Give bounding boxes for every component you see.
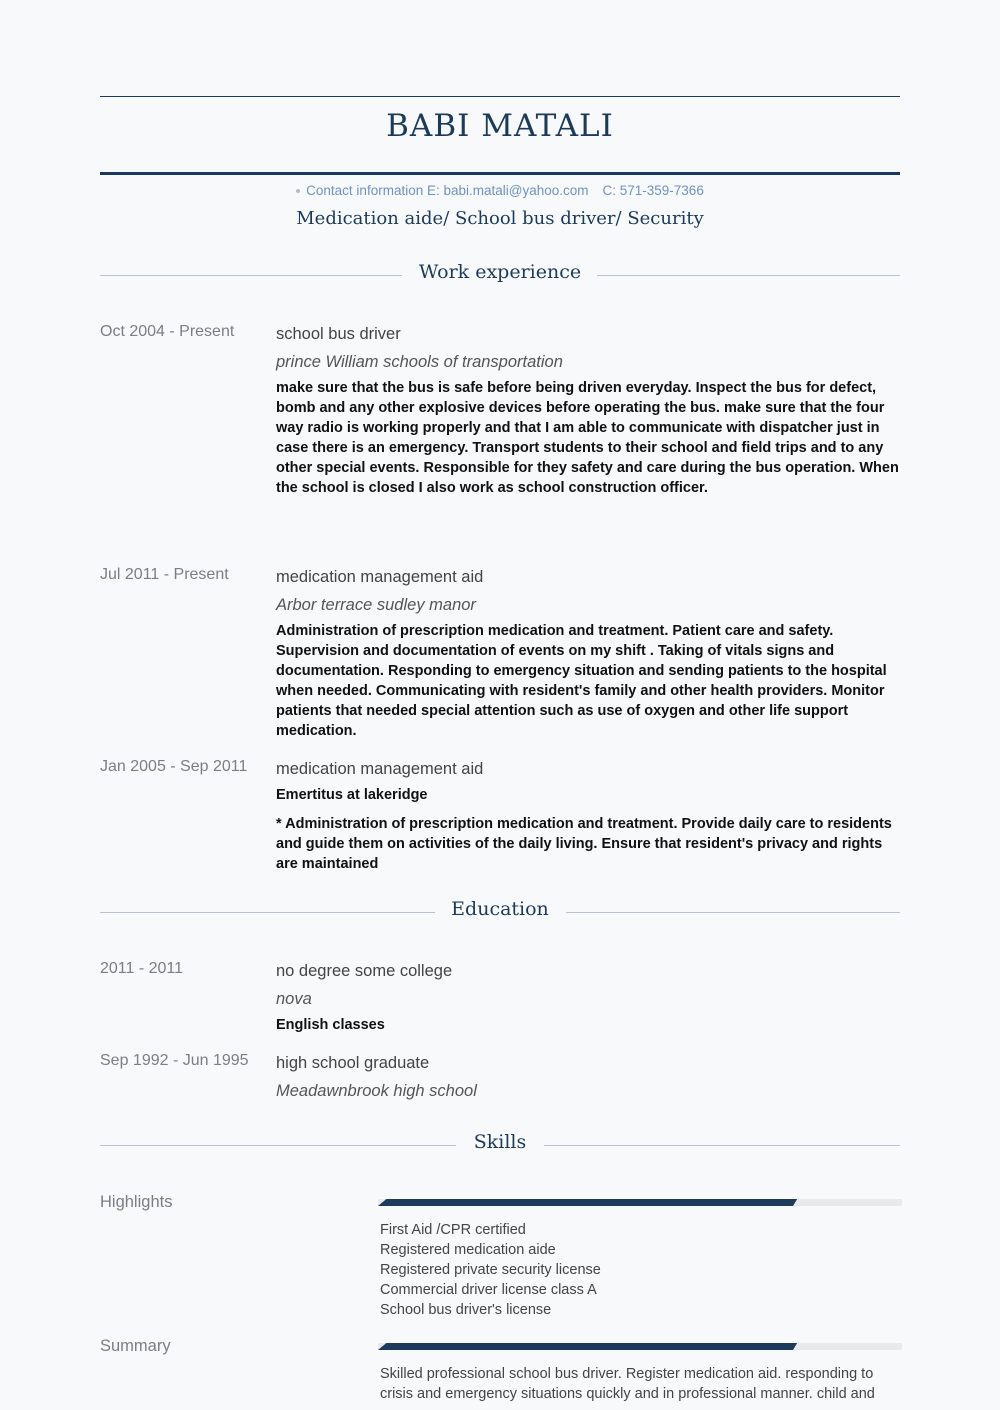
skill-label-highlights: Highlights [100, 1193, 173, 1211]
section-rule-right [597, 275, 900, 276]
section-work-experience [100, 261, 900, 291]
skill-summary-text: Skilled professional school bus driver. Register medication aid. responding to crisis and emergency situations quickly and in professional manner. child and [380, 1366, 875, 1402]
resume-page [100, 0, 900, 1410]
skill-label-summary: Summary [100, 1337, 171, 1355]
top-divider [100, 96, 900, 97]
list-item: Registered private security license [380, 1262, 601, 1278]
section-title: Skills [473, 1131, 527, 1153]
entry-school: nova [276, 990, 312, 1008]
entry-date: Oct 2004 - Present [100, 323, 235, 340]
entry-organization: Emertitus at lakeridge [276, 787, 428, 803]
contact-phone[interactable]: C: 571-359-7366 [602, 183, 704, 198]
headline: Medication aide/ School bus driver/ Security [296, 208, 704, 229]
contact-email[interactable]: Contact information E: babi.matali@yahoo.com [306, 183, 589, 198]
name-divider [100, 172, 900, 175]
list-item: Commercial driver license class A [380, 1282, 597, 1298]
entry-description: Administration of prescription medication and treatment. Patient care and safety. Supervision and documentation of events on my shift . Taking of vitals signs and documentation. Responding to emergency situation and sending patients to the hospital when needed. Communicating with resident's family and other health providers. Monitor patients that needed special attention such as use of oxygen and other life support medication. [276, 623, 887, 739]
entry-date: Jan 2005 - Sep 2011 [100, 758, 248, 775]
entry-description: make sure that the bus is safe before being driven everyday. Inspect the bus for defect, bomb and any other explosive devices before operating the bus. make sure that the four way radio is working properly and that I am able to communicate with dispatcher just in case there is an emergency. Transport students to their school and field trips and to any other special events. Responsible for they safety and care during the bus operation. When the school is closed I also work as school construction officer. [276, 380, 899, 496]
section-rule-right [566, 912, 900, 913]
skill-level-bar [378, 1343, 902, 1350]
section-title: Education [451, 898, 549, 920]
skill-level-bar [378, 1199, 902, 1206]
section-rule-right [544, 1145, 900, 1146]
skill-level-fill [378, 1343, 797, 1350]
entry-date: Sep 1992 - Jun 1995 [100, 1052, 249, 1069]
bullet-icon [296, 189, 300, 193]
entry-school: Meadawnbrook high school [276, 1082, 477, 1100]
section-education [100, 898, 900, 928]
list-item: School bus driver's license [380, 1302, 552, 1318]
skill-highlights-list [380, 1220, 900, 1320]
section-title: Work experience [418, 261, 582, 283]
entry-note: English classes [276, 1017, 385, 1033]
entry-date: 2011 - 2011 [100, 960, 184, 977]
section-skills [100, 1131, 900, 1161]
entry-degree: high school graduate [276, 1054, 430, 1072]
entry-organization: prince William schools of transportation [276, 353, 563, 371]
list-item: Registered medication aide [380, 1242, 556, 1258]
contact-line [100, 183, 900, 198]
entry-role: medication management aid [276, 760, 484, 778]
skill-level-fill [378, 1199, 797, 1206]
entry-description: * Administration of prescription medication and treatment. Provide daily care to residents and guide them on activities of the daily living. Ensure that resident's privacy and rights are maintained [276, 816, 892, 872]
entry-organization: Arbor terrace sudley manor [276, 596, 476, 614]
entry-role: school bus driver [276, 325, 401, 343]
candidate-name: BABI MATALI [386, 108, 614, 144]
entry-role: medication management aid [276, 568, 484, 586]
entry-date: Jul 2011 - Present [100, 566, 229, 583]
entry-degree: no degree some college [276, 962, 453, 980]
list-item: First Aid /CPR certified [380, 1222, 526, 1238]
